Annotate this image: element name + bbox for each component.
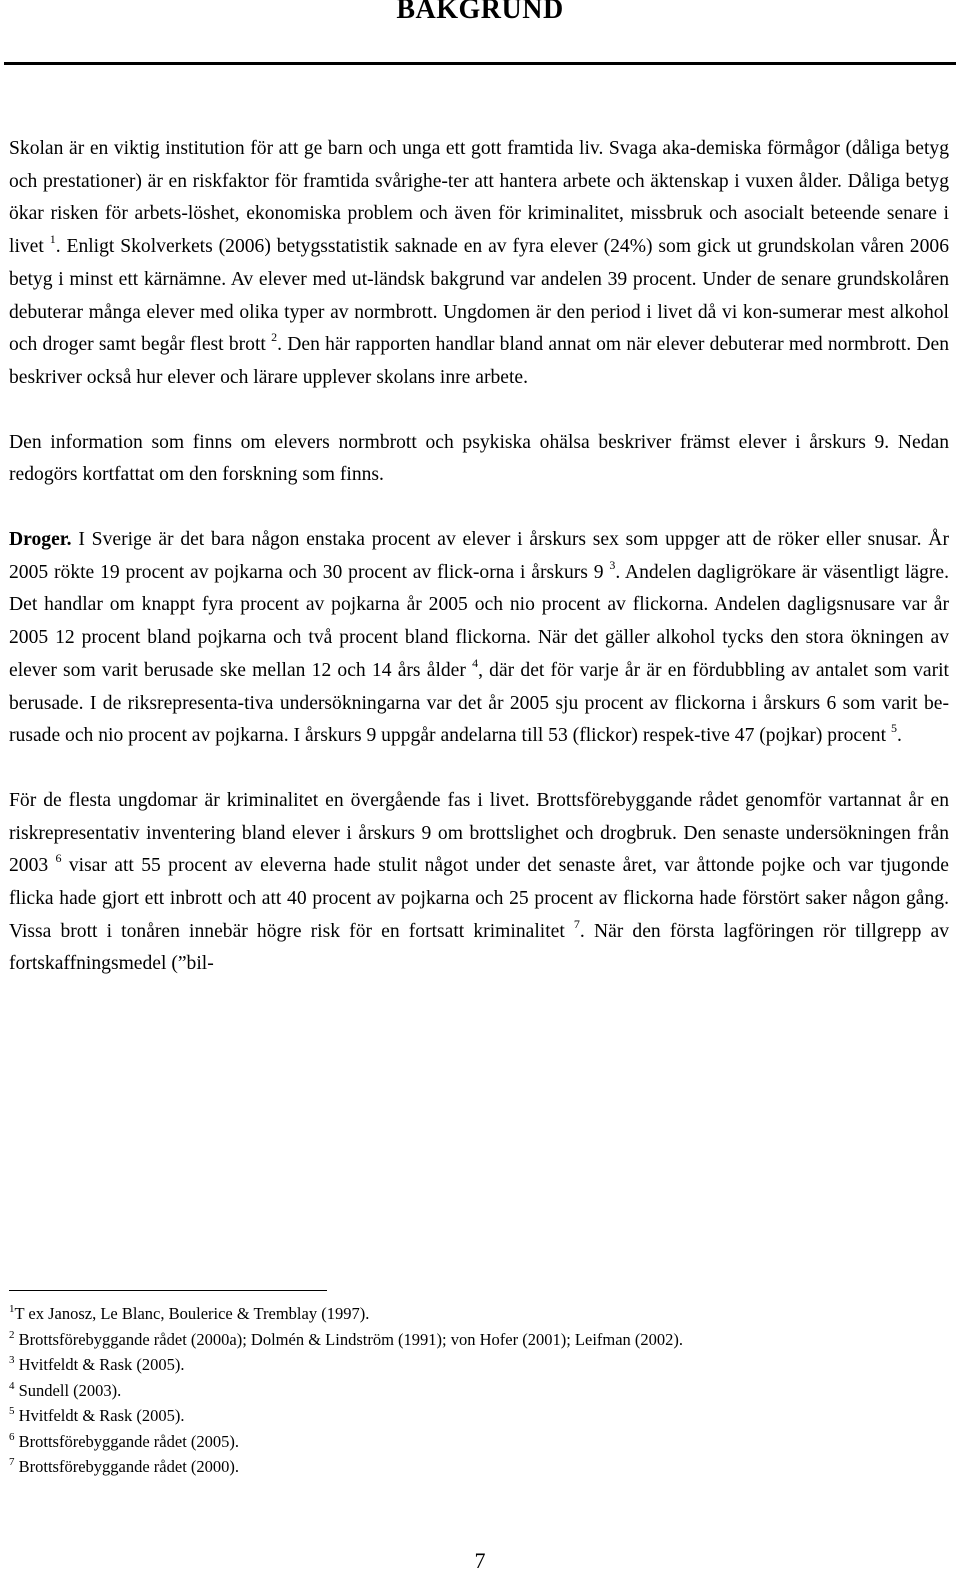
footnote-divider	[9, 1290, 327, 1291]
footnote-number: 6	[9, 1430, 15, 1443]
footnote	[9, 1378, 949, 1404]
footnote-number: 1	[9, 1303, 15, 1315]
footnote-text: Hvitfeldt & Rask (2005).	[14, 1406, 185, 1425]
footnote-text: Sundell (2003).	[14, 1380, 122, 1400]
footnote-number: 7	[9, 1456, 15, 1468]
page-title: BAKGRUND	[396, 0, 564, 25]
paragraph-text: visar att 55 procent av eleverna hade stulit något under det senaste året, var åttonde pojke och var tjugonde flicka hade gjort ett inbrott och att 40 procent av pojkarna och 25 procent av flickorna hade förstört saker någon gång. Vissa brott i tonåren innebär högre risk för en fortsatt kriminalitet	[9, 855, 949, 942]
footnote-reference: 5	[890, 721, 897, 736]
paragraph-heading: Droger.	[9, 529, 72, 551]
paragraph	[9, 427, 949, 492]
paragraph-text: . Andelen dagligrökare är väsentligt lägre. Det handlar om knappt fyra procent av pojkarna år 2005 och nio procent av flickorna. Andelen dagligsnusare var år 2005 12 procent bland pojkarna och två procent bland flickorna. När det gäller alkohol tycks den stora ökningen av elever som varit berusade ske mellan 12 och 14 års ålder	[9, 561, 950, 681]
paragraph-text: För de flesta ungdomar är kriminalitet en övergående fas i livet. Brottsförebyggande rådet genomför vartannat år en riskrepresentativ inventering bland elever i årskurs 9 om brottslighet och drogbruk. Den senaste undersökningen från 2003	[9, 789, 949, 877]
footnote-reference: 7	[573, 916, 580, 931]
footnote-reference: 2	[271, 330, 278, 345]
footnote-text: Brottsförebyggande rådet (2000).	[14, 1457, 240, 1476]
footnote-text: Brottsförebyggande rådet (2005).	[14, 1431, 240, 1451]
footnote	[9, 1429, 949, 1455]
paragraph	[9, 785, 949, 981]
footnote-reference: 3	[609, 557, 616, 572]
footnote-text: Brottsförebyggande rådet (2000a); Dolmén & Lindström (1991); von Hofer (2001); Leifman (2002).	[14, 1329, 684, 1349]
footnote	[9, 1327, 949, 1353]
footnotes	[9, 1301, 949, 1480]
footnote-number: 3	[9, 1354, 15, 1366]
paragraph	[9, 133, 949, 395]
paragraph-text: I Sverige är det bara någon enstaka procent av elever i årskurs sex som uppger att de röker eller snusar. År 2005 rökte 19 procent av pojkarna och 30 procent av flick-orna i årskurs 9	[9, 529, 949, 583]
body-text	[9, 133, 949, 981]
footnote-number: 2	[9, 1328, 15, 1341]
paragraph-text: . Enligt Skolverkets (2006) betygsstatistik saknade en av fyra elever (24%) som gick ut grundskolan våren 2006 betyg i minst ett kärnämne. Av elever med ut-ländsk bakgrund var andelen 39 procent. Under de senare grundskolåren debuterar många elever med olika typer av normbrott. Ungdomen är den period i livet då vi kon-sumerar mest alkohol och droger samt begår flest brott	[9, 236, 949, 356]
paragraph	[9, 524, 949, 753]
footnote	[9, 1352, 949, 1378]
footnote-text: Hvitfeldt & Rask (2005).	[14, 1355, 185, 1374]
paragraph-text: , där det för varje år är en fördubbling av antalet som varit berusade. I de riksrepresenta-tiva undersökningarna var det år 2005 sju procent av flickorna i årskurs 6 som varit be-rusade och nio procent av pojkarna. I årskurs 9 uppgår andelarna till 53 (flickor) respek-tive 47 (pojkar) procent	[9, 659, 949, 747]
footnote-number: 4	[9, 1379, 15, 1392]
title-divider	[4, 62, 956, 65]
paragraph-text: .	[896, 725, 902, 747]
footnote-number: 5	[9, 1405, 15, 1417]
footnote-reference: 4	[472, 655, 479, 670]
footnote-text: T ex Janosz, Le Blanc, Boulerice & Tremblay (1997).	[14, 1304, 370, 1323]
footnote	[9, 1301, 949, 1327]
paragraph-text: . När den första lagföringen rör tillgrepp av fortskaffningsmedel (”bil-	[9, 920, 949, 975]
paragraph-text: . Den här rapporten handlar bland annat om när elever debuterar med normbrott. Den beskriver också hur elever och lärare upplever skolans inre arbete.	[9, 334, 950, 388]
footnote	[9, 1403, 949, 1429]
footnote-reference: 6	[55, 851, 62, 866]
paragraph-text: Skolan är en viktig institution för att ge barn och unga ett gott framtida liv. Svaga aka-demiska förmågor (dåliga betyg och prestationer) är en riskfaktor för framtida svårighe-ter att hantera arbete och äktenskap i vuxen ålder. Dåliga betyg ökar risken för arbets-löshet, ekonomiska problem och även för kriminalitet, missbruk och asocialt beteende senare i livet	[9, 138, 949, 258]
page-number: 7	[474, 1548, 486, 1573]
paragraph-text: Den information som finns om elevers normbrott och psykiska ohälsa beskriver främst elever i årskurs 9. Nedan redogörs kortfattat om den forskning som finns.	[9, 431, 949, 486]
footnote	[9, 1454, 949, 1480]
footnote-reference: 1	[49, 232, 56, 247]
